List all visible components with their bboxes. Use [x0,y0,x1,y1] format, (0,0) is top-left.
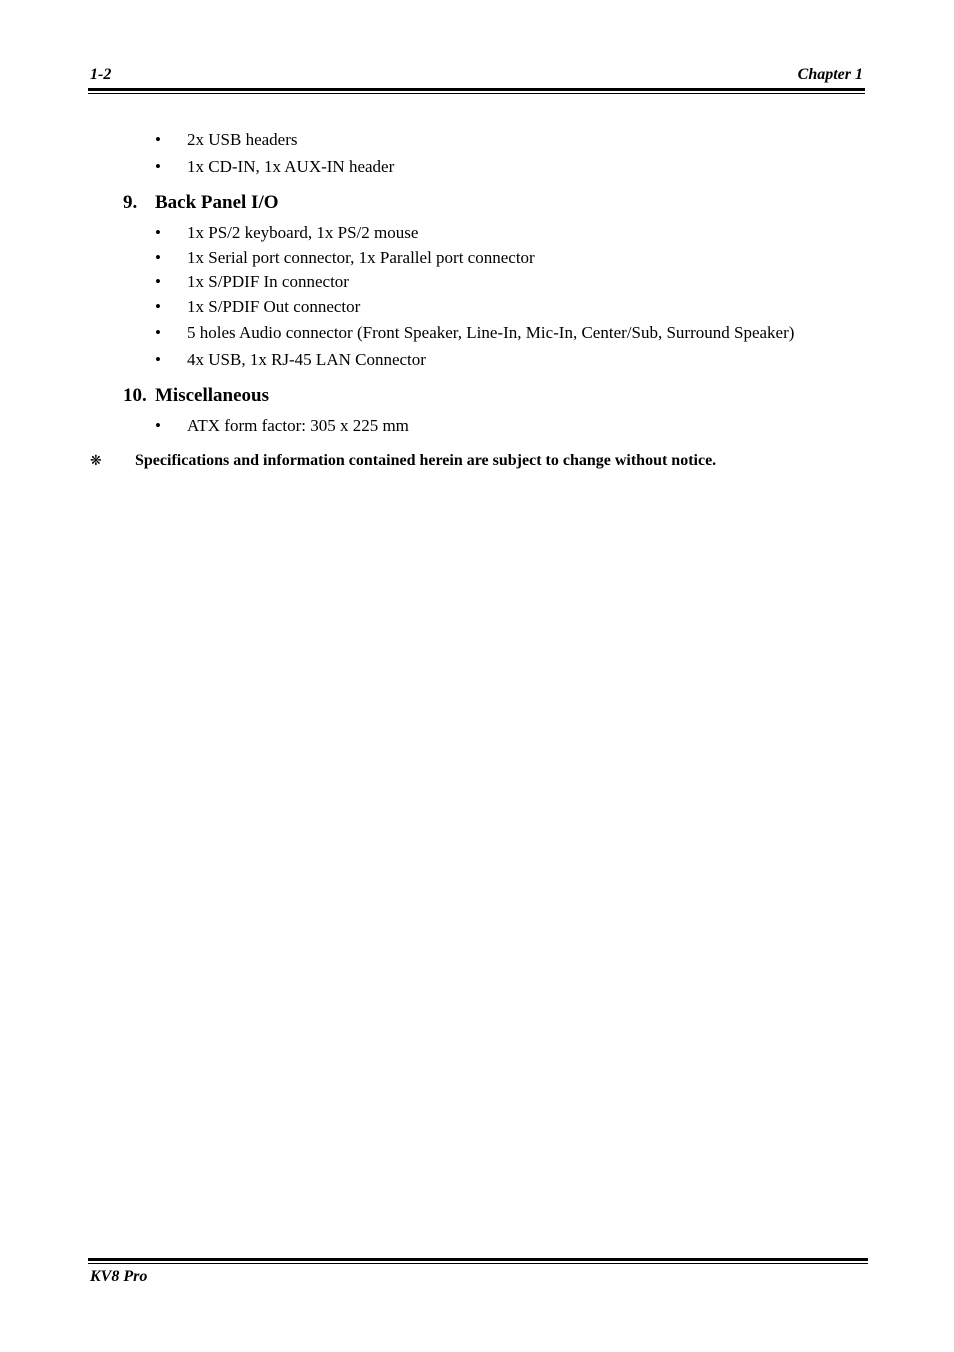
bullet-icon: • [155,130,161,149]
bullet-icon: • [155,223,161,242]
chapter-label: Chapter 1 [797,66,863,83]
bullet-icon: • [155,350,161,369]
bullet-icon: • [155,272,161,291]
bullet-icon: • [155,248,161,267]
bullet-icon: • [155,157,161,176]
asterisk-flower-icon: ❋ [90,453,102,469]
header-rule-thick [88,88,865,91]
bullet-icon: • [155,416,161,435]
bullet-icon: • [155,297,161,316]
page-number: 1-2 [90,66,112,83]
bullet-icon: • [155,323,161,342]
page-header [88,64,865,86]
notice-text: Specifications and information contained herein are subject to change without notice. [135,452,717,469]
footer-model: KV8 Pro [90,1268,148,1285]
footer-rule-thick [88,1258,868,1261]
header-rule-thin [88,93,865,94]
footer-rule-thin [88,1263,868,1264]
